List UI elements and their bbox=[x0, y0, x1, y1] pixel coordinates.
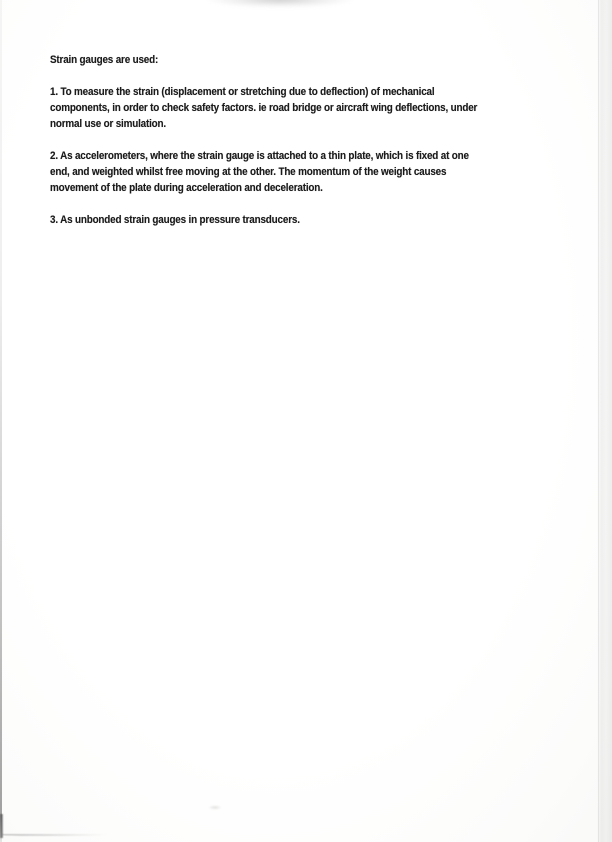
paragraph-2-line-1: 2. As accelerometers, where the strain gauge is attached to a thin plate, which is fixed at one bbox=[50, 150, 469, 162]
paragraph-1-line-2: components, in order to check safety factors. ie road bridge or aircraft wing deflections, under bbox=[50, 102, 478, 114]
scan-artifact-bottom-left-mark bbox=[0, 814, 3, 838]
scan-artifact-bottom-right-smudge bbox=[588, 814, 612, 842]
paragraph-2 bbox=[50, 148, 590, 196]
paragraph-3-line-1: 3. As unbonded strain gauges in pressure transducers. bbox=[50, 214, 300, 226]
paragraph-2-line-3: movement of the plate during acceleration and deceleration. bbox=[50, 182, 323, 194]
intro-paragraph bbox=[50, 52, 590, 68]
paragraph-3 bbox=[50, 212, 590, 228]
scan-artifact-right-edge-line bbox=[598, 0, 599, 842]
scan-artifact-right-edge-strip bbox=[597, 0, 612, 842]
scan-artifact-left-edge-line bbox=[0, 0, 2, 842]
paragraph-1 bbox=[50, 84, 590, 132]
paragraph-1-line-3: normal use or simulation. bbox=[50, 118, 166, 130]
scan-artifact-speck bbox=[208, 805, 222, 810]
scan-artifact-bottom-left-line bbox=[2, 834, 107, 836]
scan-artifact-top-smudge bbox=[205, 0, 355, 8]
paragraph-1-line-1: 1. To measure the strain (displacement or stretching due to deflection) of mechanical bbox=[50, 86, 435, 98]
paragraph-2-line-2: end, and weighted whilst free moving at the other. The momentum of the weight causes bbox=[50, 166, 447, 178]
document-text-block bbox=[50, 52, 590, 244]
intro-line: Strain gauges are used: bbox=[50, 54, 159, 66]
